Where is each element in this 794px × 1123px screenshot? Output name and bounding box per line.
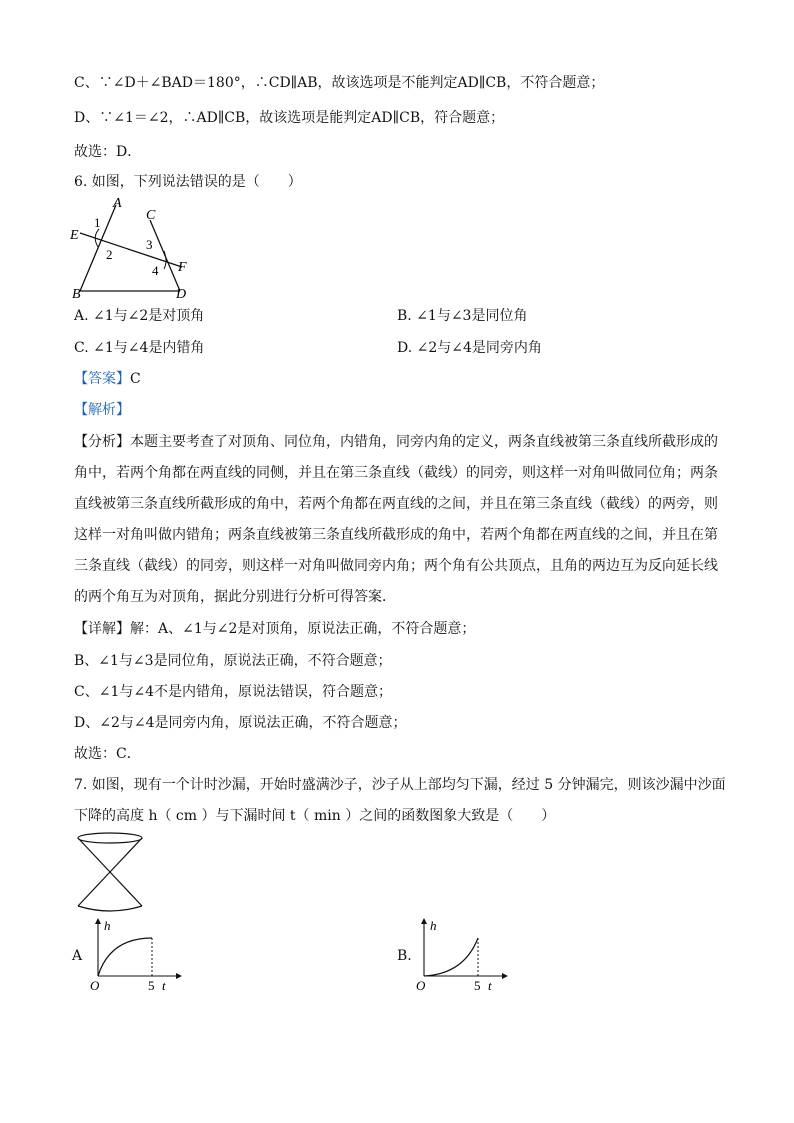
axis-h-label: h [104, 918, 111, 933]
q6-option-a: A. ∠1与∠2是对顶角 [74, 308, 205, 324]
angle-label-1: 1 [94, 215, 101, 230]
axis-t-label: t [162, 978, 166, 993]
question-6-figure [66, 195, 196, 300]
analysis-paragraph-line-6: 的两个角互为对顶角，据此分别进行分析可得答案． [74, 589, 396, 605]
analysis-paragraph-line-3: 直线被第三条直线所截形成的角中，若两个角都在两直线的之间，并且在第三条直线（截线）的两旁，则 [74, 496, 718, 512]
tick-5-label: 5 [474, 978, 481, 993]
option-d-explanation: D、∵∠1＝∠2，∴AD∥CB，故该选项是能判定AD∥CB，符合题意； [74, 110, 505, 126]
detail-a: 【详解】解：A、∠1与∠2是对顶角，原说法正确，不符合题意； [74, 621, 476, 637]
label-c: C [146, 208, 156, 223]
q6-option-d: D. ∠2与∠4是同旁内角 [397, 340, 542, 356]
analysis-paragraph-line-4: 这样一对角叫做内错角；两条直线被第三条直线所截形成的角中，若两个角都在两直线的之间，并且在第 [74, 527, 718, 543]
q7-graph-b [414, 918, 514, 998]
label-e: E [70, 228, 79, 243]
analysis-paragraph-line-2: 角中，若两个角都在两直线的同侧，并且在第三条直线（截线）的同旁，则这样一对角叫做同位角；两条 [74, 465, 718, 481]
label-b: B [72, 287, 81, 300]
origin-label: O [416, 978, 426, 993]
detail-c: C、∠1与∠4不是内错角，原说法错误，符合题意； [74, 684, 392, 700]
analysis-tag: 【解析】 [74, 402, 130, 418]
answer-value: C [130, 371, 141, 387]
angle-label-3: 3 [146, 237, 153, 252]
question-6-title: 6. 如图，下列说法错误的是（ ） [74, 174, 302, 190]
label-a: A [113, 196, 122, 211]
axis-h-label: h [430, 918, 437, 933]
question-7-line-2: 下降的高度 h（ cm ）与下漏时间 t（ min ）之间的函数图象大致是（ ） [74, 808, 556, 824]
analysis-paragraph-line-1: 【分析】本题主要考查了对顶角、同位角，内错角，同旁内角的定义，两条直线被第三条直线所截形成的 [74, 434, 718, 450]
answer-choice-d: 故选：D． [74, 144, 142, 160]
label-d: D [176, 287, 187, 300]
q6-option-c: C. ∠1与∠4是内错角 [74, 340, 205, 356]
answer-tag: 【答案】 [74, 371, 130, 387]
q7-option-a-label: A [72, 948, 83, 964]
label-f: F [178, 260, 187, 275]
question-7-line-1: 7. 如图，现有一个计时沙漏，开始时盛满沙子，沙子从上部均匀下漏，经过 5 分钟漏完，则该沙漏中沙面 [74, 777, 726, 793]
tick-5-label: 5 [148, 978, 155, 993]
answer-choice-c: 故选：C． [74, 746, 141, 762]
origin-label: O [90, 978, 100, 993]
q7-graph-a [88, 918, 188, 998]
q7-option-b-label: B. [397, 948, 412, 964]
detail-d: D、∠2与∠4是同旁内角，原说法正确，不符合题意； [74, 715, 407, 731]
analysis-paragraph-line-5: 三条直线（截线）的同旁，则这样一对角叫做同旁内角；两个角有公共顶点，且角的两边互为反向延长线 [74, 558, 718, 574]
axis-t-label: t [488, 978, 492, 993]
answer-line [74, 369, 141, 389]
angle-label-2: 2 [106, 247, 113, 262]
detail-b: B、∠1与∠3是同位角，原说法正确，不符合题意； [74, 653, 392, 669]
q6-option-b: B. ∠1与∠3是同位角 [397, 308, 528, 324]
hourglass-figure [70, 830, 150, 915]
angle-label-4: 4 [152, 263, 159, 278]
option-c-explanation: C、∵∠D＋∠BAD＝180°，∴CD∥AB，故该选项是不能判定AD∥CB，不符合题意； [74, 75, 605, 91]
